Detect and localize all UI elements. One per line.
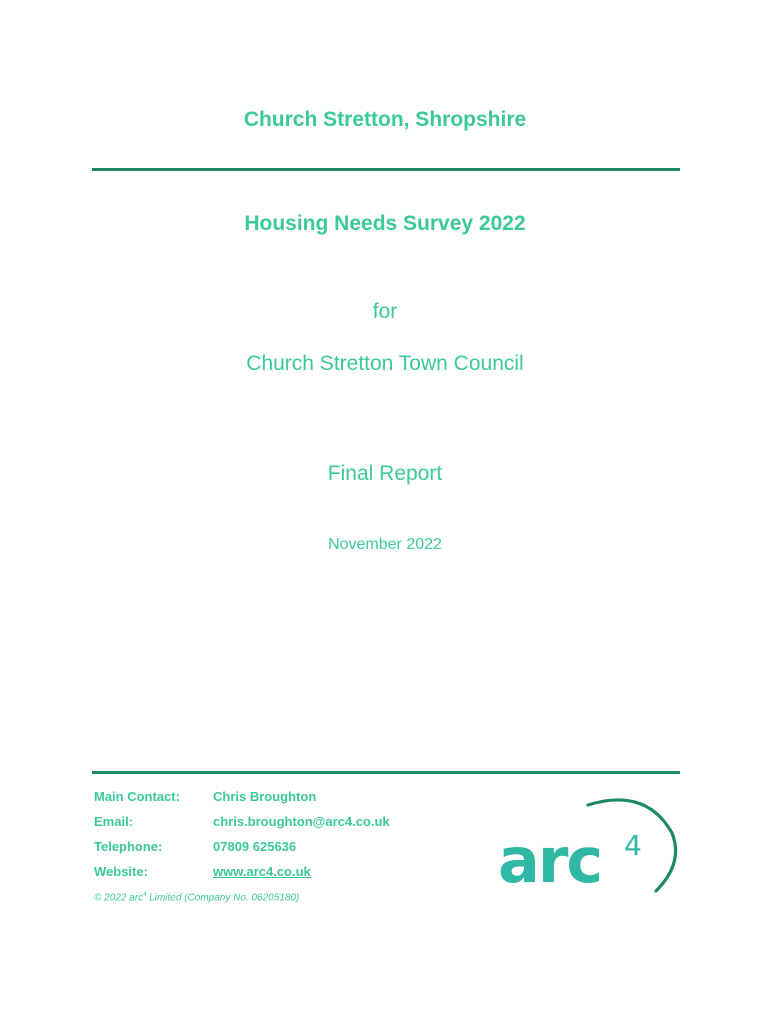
logo-superscript: 4 bbox=[624, 829, 642, 862]
location-heading: Church Stretton, Shropshire bbox=[243, 108, 527, 131]
contact-email[interactable]: chris.broughton@arc4.co.uk bbox=[213, 814, 390, 829]
report-type: Final Report bbox=[327, 462, 443, 485]
contact-row-main bbox=[94, 784, 390, 809]
contact-row-website bbox=[94, 859, 390, 884]
copyright-suffix: Limited (Company No. 06205180) bbox=[146, 892, 300, 904]
logo-wordmark: arc bbox=[498, 824, 602, 897]
survey-title: Housing Needs Survey 2022 bbox=[244, 212, 526, 235]
contact-name: Chris Broughton bbox=[213, 789, 317, 804]
contact-telephone: 07809 625636 bbox=[213, 839, 297, 854]
copyright-prefix: © 2022 arc bbox=[94, 892, 144, 904]
for-text: for bbox=[372, 300, 398, 323]
contact-label: Telephone: bbox=[94, 839, 163, 854]
contact-label: Main Contact: bbox=[94, 789, 180, 804]
contact-row-email bbox=[94, 809, 390, 834]
copyright-sup: 4 bbox=[143, 892, 147, 898]
top-divider bbox=[92, 168, 680, 171]
arc4-logo bbox=[496, 795, 682, 897]
contact-table bbox=[94, 784, 390, 884]
website-link[interactable]: www.arc4.co.uk bbox=[213, 864, 311, 879]
copyright-notice bbox=[94, 892, 299, 903]
report-date: November 2022 bbox=[328, 536, 442, 553]
contact-label: Website: bbox=[94, 864, 148, 879]
client-name: Church Stretton Town Council bbox=[246, 352, 524, 375]
contact-row-telephone bbox=[94, 834, 390, 859]
bottom-divider bbox=[92, 771, 680, 774]
contact-label: Email: bbox=[94, 814, 134, 829]
